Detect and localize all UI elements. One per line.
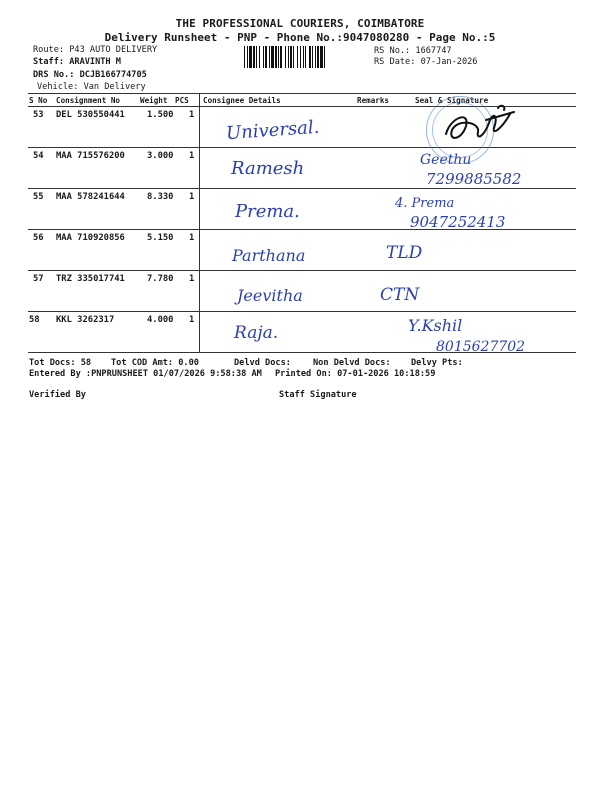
row-sno: 58 (29, 315, 40, 325)
staff-info: Staff: ARAVINTH M (33, 57, 121, 67)
barcode-bar (297, 46, 298, 68)
row-pcs: 1 (189, 233, 195, 243)
barcode-bar (278, 46, 279, 68)
row-weight: 7.780 (147, 274, 174, 284)
barcode-bar (259, 46, 260, 68)
entered-by: Entered By :PNPRUNSHEET 01/07/2026 9:58:38 AM (29, 369, 262, 379)
col-seal-signature: Seal & Signature (415, 96, 489, 105)
remark-handwriting: CTN (380, 285, 420, 305)
barcode-bar (309, 46, 311, 68)
row-consignment: TRZ 335017741 (56, 274, 125, 284)
non-delivered-docs: Non Delvd Docs: (313, 358, 391, 368)
row-rule (28, 270, 576, 271)
total-docs: Tot Docs: 58 (29, 358, 92, 368)
rs-number: RS No.: 1667747 (374, 46, 452, 56)
row-consignment: MAA 715576200 (56, 151, 125, 161)
barcode-bar (275, 46, 277, 68)
remark-handwriting: 4. Prema (395, 196, 455, 211)
verified-by-label: Verified By (29, 390, 86, 400)
signature-scribble (440, 98, 520, 150)
consignee-handwriting: Parthana (232, 246, 306, 265)
row-consignment: KKL 3262317 (56, 315, 115, 325)
barcode-bar (247, 46, 248, 68)
row-sno: 57 (33, 274, 44, 284)
col-weight: Weight (140, 96, 168, 105)
barcode-bar (288, 46, 289, 68)
row-consignment: MAA 578241644 (56, 192, 125, 202)
table-top-rule (28, 93, 576, 94)
row-weight: 4.000 (147, 315, 174, 325)
vehicle-info: Vehicle: Van Delivery (37, 82, 146, 92)
rs-date: RS Date: 07-Jan-2026 (374, 57, 478, 67)
row-weight: 3.000 (147, 151, 174, 161)
barcode-bar (315, 46, 316, 68)
remark-handwriting: TLD (386, 243, 423, 263)
barcode-image (244, 46, 372, 68)
remark-handwriting: Geethu (420, 152, 472, 168)
row-rule (28, 188, 576, 189)
col-sno: S No (29, 96, 48, 105)
printed-on: Printed On: 07-01-2026 10:18:59 (275, 369, 436, 379)
barcode-bar (244, 46, 245, 68)
row-consignment: DEL 530550441 (56, 110, 125, 120)
remark-phone-handwriting: 8015627702 (436, 339, 526, 355)
barcode-bar (312, 46, 313, 68)
consignee-handwriting: Ramesh (231, 158, 305, 179)
barcode-bar (293, 46, 294, 68)
col-consignee: Consignee Details (203, 96, 281, 105)
barcode-bar (256, 46, 257, 68)
barcode-bar (269, 46, 270, 68)
row-sno: 53 (33, 110, 44, 120)
row-weight: 5.150 (147, 233, 174, 243)
runsheet-subtitle: Delivery Runsheet - PNP - Phone No.:9047080280 - Page No.:5 (104, 31, 496, 44)
col-pcs: PCS (175, 96, 189, 105)
column-divider (199, 93, 200, 352)
col-consignment: Consignment No (56, 96, 121, 105)
row-pcs: 1 (189, 315, 195, 325)
row-pcs: 1 (189, 110, 195, 120)
consignee-handwriting: Jeevitha (237, 286, 303, 305)
barcode-bar (271, 46, 274, 68)
row-weight: 8.330 (147, 192, 174, 202)
remark-phone-handwriting: 9047252413 (410, 213, 506, 231)
row-pcs: 1 (189, 151, 195, 161)
barcode-bar (280, 46, 282, 68)
delivered-docs: Delvd Docs: (234, 358, 291, 368)
consignee-handwriting: Raja. (234, 323, 279, 343)
row-sno: 56 (33, 233, 44, 243)
drs-info: DRS No.: DCJB166774705 (33, 70, 147, 80)
col-remarks: Remarks (357, 96, 390, 105)
barcode-bar (253, 46, 255, 68)
remark-phone-handwriting: 7299885582 (426, 170, 522, 188)
route-info: Route: P43 AUTO DELIVERY (33, 45, 158, 55)
barcode-bar (290, 46, 292, 68)
barcode-bar (320, 46, 323, 68)
remark-handwriting: Y.Kshil (408, 316, 463, 335)
staff-signature-label: Staff Signature (279, 390, 357, 400)
row-pcs: 1 (189, 192, 195, 202)
consignee-handwriting: Universal. (225, 116, 321, 145)
barcode-bar (324, 46, 325, 68)
consignee-handwriting: Prema. (235, 201, 300, 222)
barcode-bar (305, 46, 306, 68)
row-sno: 54 (33, 151, 44, 161)
barcode-bar (263, 46, 264, 68)
row-pcs: 1 (189, 274, 195, 284)
barcode-bar (265, 46, 267, 68)
total-cod-amount: Tot COD Amt: 0.00 (111, 358, 199, 368)
barcode-bar (303, 46, 304, 68)
barcode-bar (285, 46, 286, 68)
row-consignment: MAA 710920856 (56, 233, 125, 243)
delivery-points: Delvy Pts: (411, 358, 463, 368)
row-weight: 1.500 (147, 110, 174, 120)
company-title: THE PROFESSIONAL COURIERS, COIMBATORE (175, 17, 425, 30)
row-rule (28, 311, 576, 312)
barcode-bar (249, 46, 252, 68)
barcode-bar (317, 46, 319, 68)
row-sno: 55 (33, 192, 44, 202)
barcode-bar (300, 46, 301, 68)
